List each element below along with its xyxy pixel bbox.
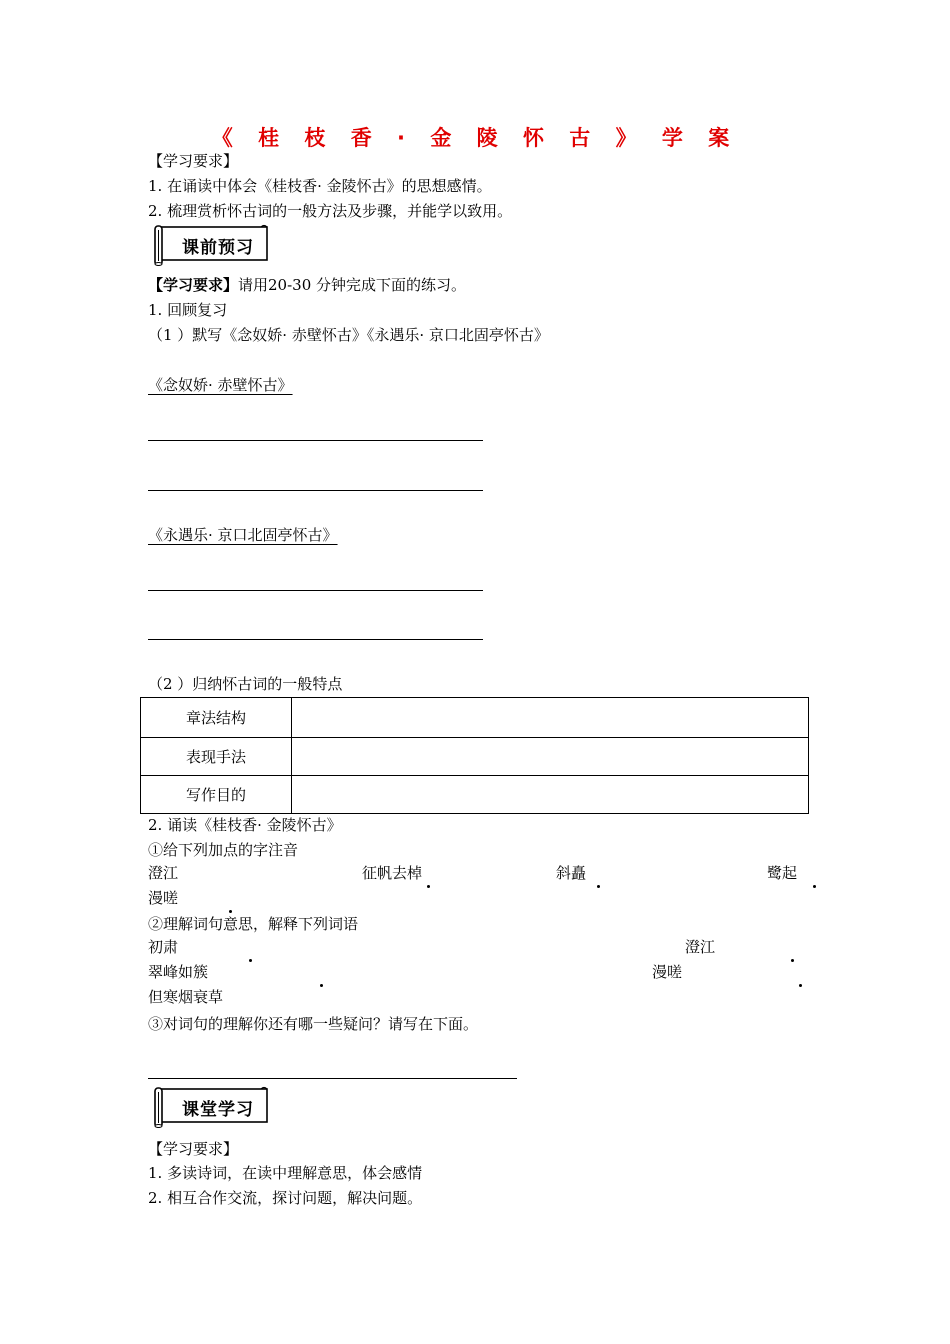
requirement-text: 请用20-30 分钟完成下面的练习。 bbox=[238, 276, 467, 294]
requirement-item: 2. 梳理赏析怀古词的一般方法及步骤，并能学以致用。 bbox=[148, 202, 513, 220]
requirement-bracket: 【学习要求】 bbox=[148, 276, 239, 294]
preview-requirement bbox=[148, 275, 466, 295]
table-label: 章法结构 bbox=[141, 698, 292, 738]
answer-line bbox=[148, 639, 483, 640]
poem-title-niannujiao: 《念奴娇· 赤壁怀古》 bbox=[148, 376, 293, 394]
requirement-item: 1. 在诵读中体会《桂枝香· 金陵怀古》的思想感情。 bbox=[148, 177, 492, 195]
features-table bbox=[140, 697, 809, 814]
question-1: （1 ）默写《念奴娇· 赤壁怀古》《永遇乐· 京口北固亭怀古》 bbox=[148, 326, 549, 344]
section-banner-classroom bbox=[152, 1086, 270, 1128]
word-manjie: 漫嗟 bbox=[148, 889, 179, 907]
emphasis-dot bbox=[807, 863, 822, 883]
table-label: 写作目的 bbox=[141, 776, 292, 814]
word-cuifengruchu: 翠峰如簇 bbox=[148, 963, 209, 981]
word-zhengfanquzhao bbox=[362, 863, 422, 883]
section-banner-preview bbox=[152, 224, 270, 266]
poem-title-yongyule: 《永遇乐· 京口北固亭怀古》 bbox=[148, 526, 338, 544]
classroom-requirements-heading: 【学习要求】 bbox=[148, 1140, 239, 1158]
emphasis-dot bbox=[421, 863, 436, 883]
pinyin-prompt: ①给下列加点的字注音 bbox=[148, 841, 299, 859]
answer-line bbox=[148, 440, 483, 441]
answer-line bbox=[148, 590, 483, 591]
word-danhanyansuicao: 但寒烟衰草 bbox=[148, 988, 224, 1006]
table-answer-cell[interactable] bbox=[292, 776, 809, 814]
answer-line bbox=[148, 490, 483, 491]
word-chusu: 初肃 bbox=[148, 938, 179, 956]
emphasis-dot bbox=[793, 962, 808, 982]
recite-heading: 2. 诵读《桂枝香· 金陵怀古》 bbox=[148, 816, 342, 834]
table-answer-cell[interactable] bbox=[292, 698, 809, 738]
word-chengjiang: 澄江 bbox=[148, 864, 179, 882]
table-row bbox=[141, 738, 809, 776]
banner-label: 课前预习 bbox=[182, 238, 254, 258]
table-row bbox=[141, 776, 809, 814]
requirements-heading: 【学习要求】 bbox=[148, 152, 239, 170]
banner-label: 课堂学习 bbox=[182, 1100, 254, 1120]
question-2: （2 ）归纳怀古词的一般特点 bbox=[148, 675, 343, 693]
table-answer-cell[interactable] bbox=[292, 738, 809, 776]
answer-line bbox=[148, 1078, 517, 1079]
explain-prompt: ②理解词句意思，解释下列词语 bbox=[148, 915, 359, 933]
page-title: 《 桂 枝 香 · 金 陵 怀 古 》 学 案 bbox=[211, 126, 739, 150]
emphasis-dot bbox=[314, 962, 329, 982]
word-luqi: 鹭起 bbox=[767, 864, 798, 882]
word-xiechu: 斜矗 bbox=[556, 864, 587, 882]
emphasis-dot bbox=[223, 888, 238, 908]
word-chengjiang: 澄江 bbox=[685, 938, 716, 956]
classroom-requirement-item: 1. 多读诗词，在读中理解意思，体会感情 bbox=[148, 1164, 423, 1182]
question-prompt: ③对词句的理解你还有哪一些疑问？请写在下面。 bbox=[148, 1015, 479, 1033]
review-heading: 1. 回顾复习 bbox=[148, 301, 228, 319]
emphasis-dot bbox=[785, 937, 800, 957]
table-row bbox=[141, 698, 809, 738]
table-label: 表现手法 bbox=[141, 738, 292, 776]
word-manjie: 漫嗟 bbox=[652, 963, 683, 981]
emphasis-dot bbox=[243, 937, 258, 957]
classroom-requirement-item: 2. 相互合作交流，探讨问题，解决问题。 bbox=[148, 1189, 423, 1207]
emphasis-dot bbox=[591, 863, 606, 883]
word-text: 征帆去棹 bbox=[362, 864, 423, 882]
